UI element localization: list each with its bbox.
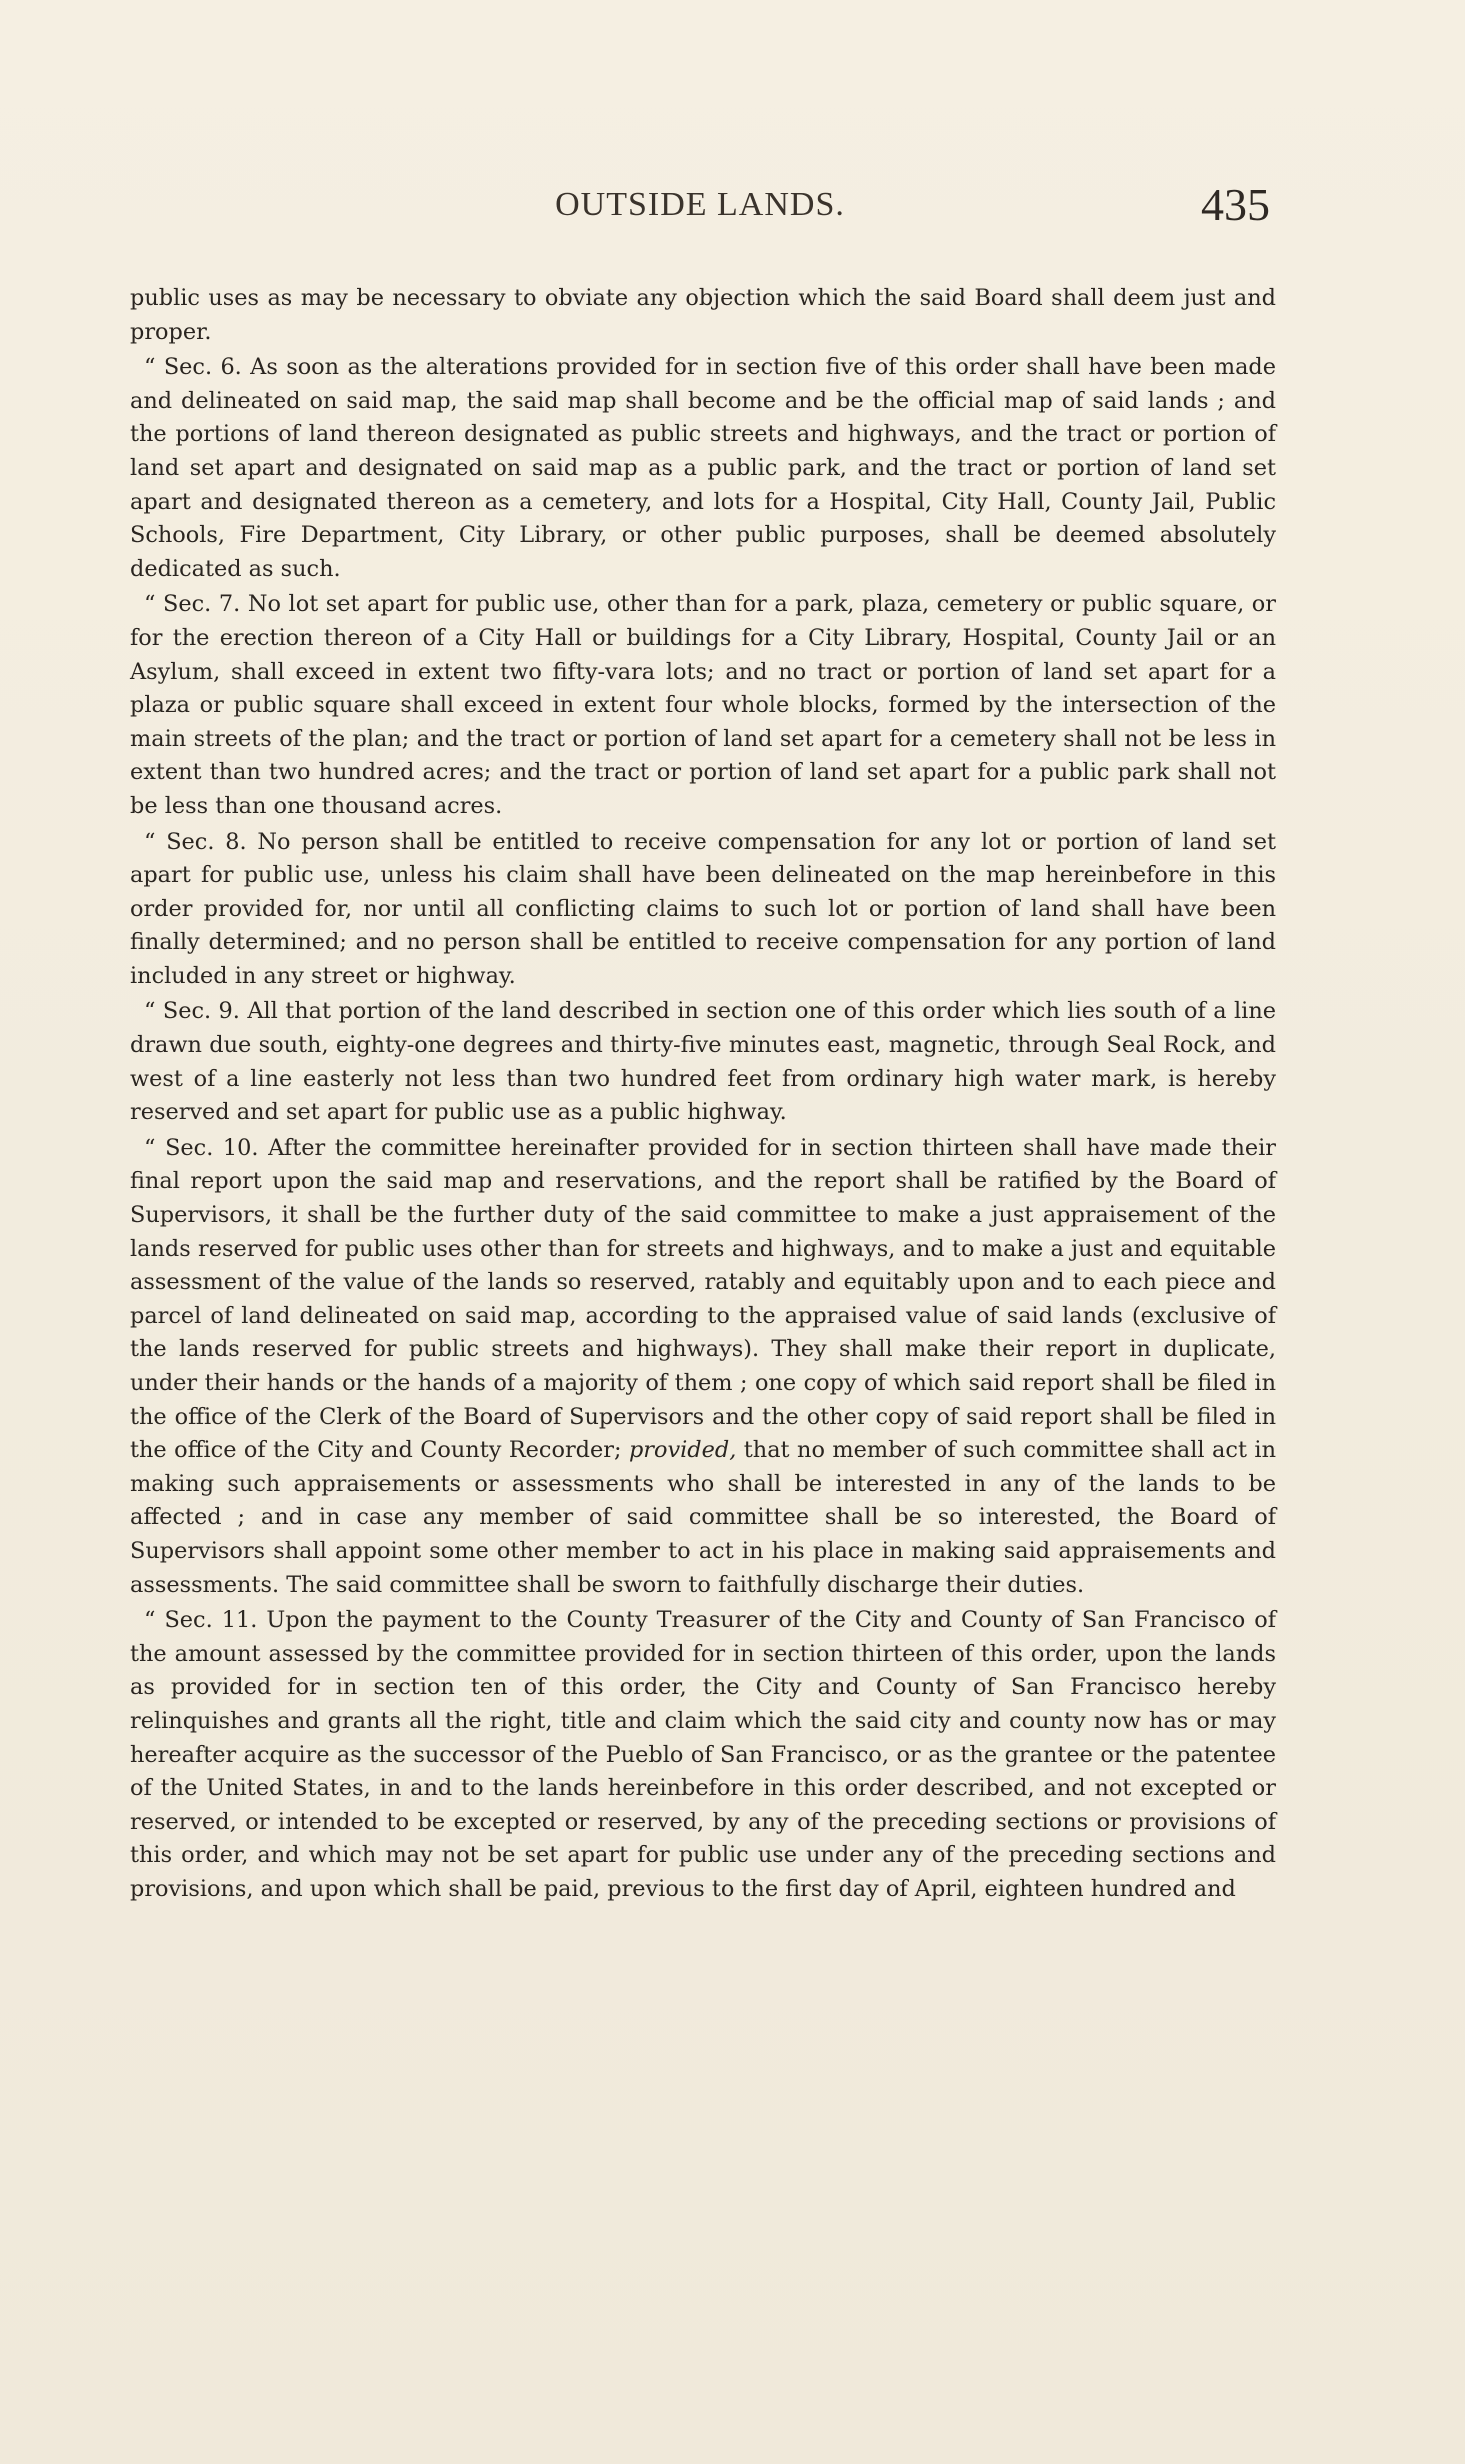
body-text	[130, 282, 1276, 1907]
page-number: 435	[1201, 179, 1270, 230]
sec-10-provided-italic: provided,	[628, 1437, 737, 1464]
paragraph-sec-7: “ Sec. 7. No lot set apart for public use, other than for a park, plaza, cemetery or public square, or for the erection thereon of a City Hall or buildings for a City Library, Hospital, County Jail or an Asylum, shall exceed in extent two fifty-vara lots; and no tract or portion of land set apart for a plaza or public square shall exceed in extent four whole blocks, formed by the intersection of the main streets of the plan; and the tract or portion of land set apart for a cemetery shall not be less in extent than two hundred acres; and the tract or portion of land set apart for a public park shall not be less than one thousand acres.	[130, 591, 1276, 819]
paragraph-sec-10	[130, 1132, 1276, 1602]
paragraph-continuation: public uses as may be necessary to obviate any objection which the said Board shall deem just and proper.	[130, 285, 1276, 345]
paragraph-sec-11: “ Sec. 11. Upon the payment to the County Treasurer of the City and County of San Francisco of the amount assessed by the committee provided for in section thirteen of this order, upon the lands as provided for in section ten of this order, the City and County of San Francisco hereby relinquishes and grants all the right, title and claim which the said city and county now has or may hereafter acquire as the successor of the Pueblo of San Francisco, or as the grantee or the patentee of the United States, in and to the lands hereinbefore in this order described, and not excepted or reserved, or intended to be excepted or reserved, by any of the preceding sections or provisions of this order, and which may not be set apart for public use under any of the preceding sections and provisions, and upon which shall be paid, previous to the first day of April, eighteen hundred and	[130, 1607, 1276, 1902]
paragraph-sec-6: “ Sec. 6. As soon as the alterations provided for in section five of this order shall have been made and delineated on said map, the said map shall become and be the official map of said lands ; and the portions of land thereon designated as public streets and highways, and the tract or portion of land set apart and designated on said map as a public park, and the tract or portion of land set apart and designated thereon as a cemetery, and lots for a Hospital, City Hall, County Jail, Public Schools, Fire Department, City Library, or other public purposes, shall be deemed absolutely dedicated as such.	[130, 354, 1276, 582]
paragraph-sec-8: “ Sec. 8. No person shall be entitled to receive compensation for any lot or portion of land set apart for public use, unless his claim shall have been delineated on the map hereinbefore in this order provided for, nor until all conflicting claims to such lot or portion of land shall have been finally determined; and no person shall be entitled to receive compensation for any portion of land included in any street or highway.	[130, 828, 1276, 989]
page-header	[130, 178, 1270, 238]
running-title: OUTSIDE LANDS.	[555, 186, 845, 223]
paragraph-sec-9: “ Sec. 9. All that portion of the land described in section one of this order which lies south of a line drawn due south, eighty-one degrees and thirty-five minutes east, magnetic, through Seal Rock, and west of a line easterly not less than two hundred feet from ordinary high water mark, is hereby reserved and set apart for public use as a public highway.	[130, 998, 1276, 1126]
sec-10-text-before: “ Sec. 10. After the committee hereinafter provided for in section thirteen shall have made their final report upon the said map and reservations, and the report shall be ratified by the Board of Supervisors, it shall be the further duty of the said committee to make a just appraisement of the lands reserved for public uses other than for streets and highways, and to make a just and equitable assessment of the value of the lands so reserved, ratably and equitably upon and to each piece and parcel of land delineated on said map, according to the appraised value of said lands (exclusive of the lands reserved for public streets and highways). They shall make their report in duplicate, under their hands or the hands of a majority of them ; one copy of which said report shall be filed in the office of the Clerk of the Board of Supervisors and the other copy of said report shall be filed in the office of the City and County Recorder;	[130, 1134, 1276, 1464]
sec-10-text-after: that no member of such committee shall act in making such appraisements or assessments who shall be interested in any of the lands to be affected ; and in case any member of said committee shall be so interested, the Board of Supervisors shall appoint some other member to act in his place in making said appraisements and assessments. The said committee shall be sworn to faithfully discharge their duties.	[130, 1437, 1276, 1598]
